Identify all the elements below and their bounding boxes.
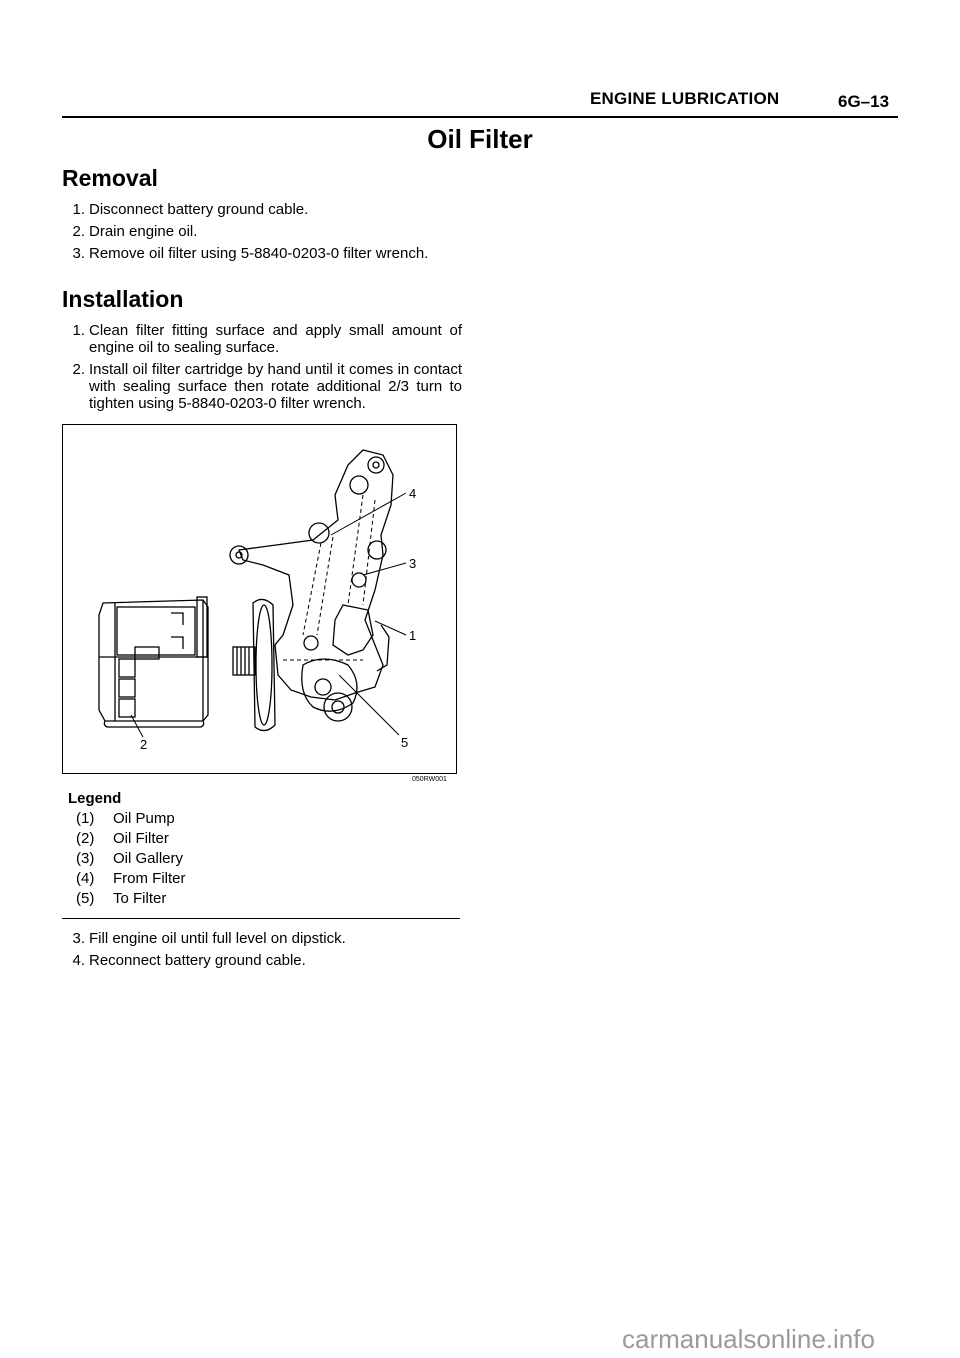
list-item — [62, 201, 462, 218]
legend-divider — [62, 918, 460, 919]
installation-steps — [62, 322, 462, 417]
removal-heading: Removal — [62, 165, 158, 191]
legend-number: (3) — [76, 850, 95, 867]
step-text: Clean filter fitting surface and apply small amount of engine oil to sealing surface. — [89, 322, 462, 356]
legend-number: (1) — [76, 810, 95, 827]
step-text: Disconnect battery ground cable. — [89, 201, 309, 218]
step-number: 1. — [72, 322, 85, 339]
step-text: Fill engine oil until full level on dipstick. — [89, 930, 346, 947]
step-text: Remove oil filter using 5-8840-0203-0 filter wrench. — [89, 245, 429, 262]
oil-filter-illustration — [62, 424, 457, 774]
callout-5: 5 — [401, 735, 409, 750]
legend-label: Oil Filter — [113, 830, 169, 847]
legend-label: From Filter — [113, 870, 186, 887]
list-item — [62, 245, 462, 262]
legend-item — [68, 869, 448, 889]
step-number: 2. — [72, 223, 85, 240]
legend-label: Oil Pump — [113, 810, 175, 827]
figure-code: 050RW001 — [412, 776, 447, 783]
legend-item — [68, 889, 448, 909]
removal-steps — [62, 201, 462, 267]
figure-legend — [68, 790, 448, 909]
list-item — [62, 952, 462, 969]
step-number: 3. — [72, 930, 85, 947]
legend-label: Oil Gallery — [113, 850, 184, 867]
callout-4: 4 — [409, 486, 417, 501]
running-header-title: ENGINE LUBRICATION — [590, 89, 780, 108]
header-divider — [62, 116, 898, 118]
page-title: Oil Filter — [427, 124, 533, 154]
list-item — [62, 930, 462, 947]
list-item — [62, 223, 462, 240]
legend-number: (4) — [76, 870, 95, 887]
callout-1: 1 — [409, 628, 417, 643]
step-number: 1. — [72, 201, 85, 218]
step-number: 4. — [72, 952, 85, 969]
step-number: 3. — [72, 245, 85, 262]
installation-heading: Installation — [62, 286, 184, 312]
list-item — [62, 361, 462, 412]
oil-pump-filter-drawing — [63, 425, 457, 774]
step-text: Reconnect battery ground cable. — [89, 952, 306, 969]
callout-2: 2 — [140, 737, 148, 752]
step-text: Drain engine oil. — [89, 223, 198, 240]
watermark-link[interactable]: carmanualsonline.info — [622, 1324, 875, 1354]
legend-item — [68, 809, 448, 829]
legend-item — [68, 829, 448, 849]
callout-3: 3 — [409, 556, 417, 571]
list-item — [62, 322, 462, 356]
legend-label: To Filter — [113, 890, 167, 907]
legend-number: (5) — [76, 890, 95, 907]
legend-item — [68, 849, 448, 869]
step-number: 2. — [72, 361, 85, 378]
legend-number: (2) — [76, 830, 95, 847]
legend-title: Legend — [68, 790, 122, 807]
step-text: Install oil filter cartridge by hand until it comes in contact with sealing surface then rotate additional 2/3 turn to tighten using 5-8840-0203-0 filter wrench. — [89, 361, 462, 412]
installation-steps-continued — [62, 930, 462, 974]
page-number: 6G–13 — [838, 92, 890, 111]
